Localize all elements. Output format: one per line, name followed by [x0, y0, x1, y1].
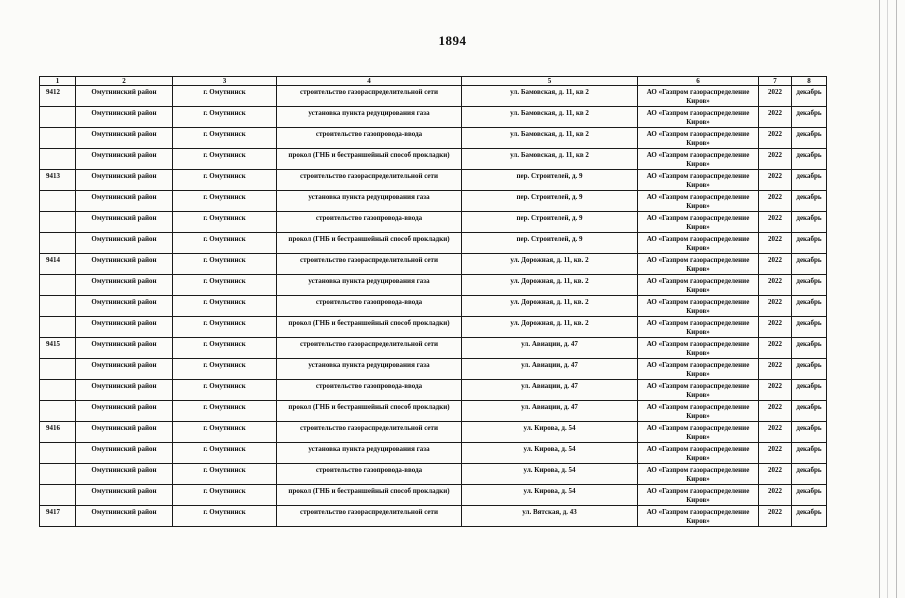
organization-cell: АО «Газпром газораспределение Киров»	[638, 359, 759, 380]
month-cell: декабрь	[792, 254, 827, 275]
address-cell: ул. Дорожная, д. 11, кв. 2	[462, 296, 638, 317]
address-cell: ул. Кирова, д. 54	[462, 443, 638, 464]
table-row	[40, 485, 827, 506]
city-cell: г. Омутнинск	[173, 191, 277, 212]
table-row	[40, 233, 827, 254]
month-cell: декабрь	[792, 275, 827, 296]
column-header: 2	[76, 77, 173, 86]
works-table	[39, 76, 827, 527]
district-cell: Омутнинский район	[76, 401, 173, 422]
table-row	[40, 170, 827, 191]
city-cell: г. Омутнинск	[173, 485, 277, 506]
row-number-cell	[40, 485, 76, 506]
district-cell: Омутнинский район	[76, 296, 173, 317]
year-cell: 2022	[759, 338, 792, 359]
table-row	[40, 191, 827, 212]
row-number-cell: 9414	[40, 254, 76, 275]
work-type-cell: строительство газораспределительной сети	[277, 170, 462, 191]
row-number-cell	[40, 107, 76, 128]
work-type-cell: строительство газопровода-ввода	[277, 128, 462, 149]
row-number-cell	[40, 212, 76, 233]
column-number-row	[40, 77, 827, 86]
city-cell: г. Омутнинск	[173, 422, 277, 443]
table-row	[40, 296, 827, 317]
district-cell: Омутнинский район	[76, 212, 173, 233]
district-cell: Омутнинский район	[76, 485, 173, 506]
year-cell: 2022	[759, 191, 792, 212]
organization-cell: АО «Газпром газораспределение Киров»	[638, 506, 759, 527]
district-cell: Омутнинский район	[76, 275, 173, 296]
organization-cell: АО «Газпром газораспределение Киров»	[638, 275, 759, 296]
district-cell: Омутнинский район	[76, 443, 173, 464]
table-row	[40, 86, 827, 107]
city-cell: г. Омутнинск	[173, 506, 277, 527]
year-cell: 2022	[759, 401, 792, 422]
year-cell: 2022	[759, 86, 792, 107]
district-cell: Омутнинский район	[76, 86, 173, 107]
organization-cell: АО «Газпром газораспределение Киров»	[638, 170, 759, 191]
district-cell: Омутнинский район	[76, 107, 173, 128]
city-cell: г. Омутнинск	[173, 254, 277, 275]
district-cell: Омутнинский район	[76, 359, 173, 380]
work-type-cell: строительство газопровода-ввода	[277, 296, 462, 317]
city-cell: г. Омутнинск	[173, 296, 277, 317]
month-cell: декабрь	[792, 86, 827, 107]
row-number-cell: 9416	[40, 422, 76, 443]
year-cell: 2022	[759, 359, 792, 380]
table-row	[40, 107, 827, 128]
table-row	[40, 254, 827, 275]
city-cell: г. Омутнинск	[173, 338, 277, 359]
organization-cell: АО «Газпром газораспределение Киров»	[638, 485, 759, 506]
city-cell: г. Омутнинск	[173, 233, 277, 254]
address-cell: ул. Бамовская, д. 11, кв 2	[462, 128, 638, 149]
table-row	[40, 317, 827, 338]
organization-cell: АО «Газпром газораспределение Киров»	[638, 317, 759, 338]
district-cell: Омутнинский район	[76, 506, 173, 527]
row-number-cell	[40, 191, 76, 212]
column-header: 7	[759, 77, 792, 86]
work-type-cell: строительство газопровода-ввода	[277, 380, 462, 401]
month-cell: декабрь	[792, 212, 827, 233]
row-number-cell	[40, 401, 76, 422]
year-cell: 2022	[759, 233, 792, 254]
city-cell: г. Омутнинск	[173, 464, 277, 485]
column-header: 3	[173, 77, 277, 86]
work-type-cell: строительство газораспределительной сети	[277, 338, 462, 359]
district-cell: Омутнинский район	[76, 191, 173, 212]
district-cell: Омутнинский район	[76, 149, 173, 170]
address-cell: ул. Бамовская, д. 11, кв 2	[462, 107, 638, 128]
row-number-cell	[40, 275, 76, 296]
work-type-cell: установка пункта редуцирования газа	[277, 107, 462, 128]
month-cell: декабрь	[792, 338, 827, 359]
year-cell: 2022	[759, 443, 792, 464]
district-cell: Омутнинский район	[76, 128, 173, 149]
work-type-cell: установка пункта редуцирования газа	[277, 443, 462, 464]
organization-cell: АО «Газпром газораспределение Киров»	[638, 149, 759, 170]
address-cell: ул. Вятская, д. 43	[462, 506, 638, 527]
organization-cell: АО «Газпром газораспределение Киров»	[638, 338, 759, 359]
row-number-cell	[40, 359, 76, 380]
organization-cell: АО «Газпром газораспределение Киров»	[638, 107, 759, 128]
city-cell: г. Омутнинск	[173, 380, 277, 401]
table-row	[40, 422, 827, 443]
address-cell: пер. Строителей, д. 9	[462, 170, 638, 191]
row-number-cell	[40, 443, 76, 464]
year-cell: 2022	[759, 296, 792, 317]
district-cell: Омутнинский район	[76, 380, 173, 401]
address-cell: ул. Авиации, д. 47	[462, 380, 638, 401]
year-cell: 2022	[759, 422, 792, 443]
organization-cell: АО «Газпром газораспределение Киров»	[638, 233, 759, 254]
city-cell: г. Омутнинск	[173, 107, 277, 128]
work-type-cell: прокол (ГНБ и бестраншейный способ прокладки)	[277, 485, 462, 506]
year-cell: 2022	[759, 254, 792, 275]
work-type-cell: прокол (ГНБ и бестраншейный способ прокладки)	[277, 149, 462, 170]
work-type-cell: установка пункта редуцирования газа	[277, 359, 462, 380]
month-cell: декабрь	[792, 170, 827, 191]
work-type-cell: строительство газопровода-ввода	[277, 464, 462, 485]
month-cell: декабрь	[792, 464, 827, 485]
address-cell: пер. Строителей, д. 9	[462, 191, 638, 212]
month-cell: декабрь	[792, 317, 827, 338]
organization-cell: АО «Газпром газораспределение Киров»	[638, 422, 759, 443]
year-cell: 2022	[759, 380, 792, 401]
city-cell: г. Омутнинск	[173, 86, 277, 107]
city-cell: г. Омутнинск	[173, 128, 277, 149]
district-cell: Омутнинский район	[76, 422, 173, 443]
row-number-cell	[40, 317, 76, 338]
table-row	[40, 338, 827, 359]
column-header: 4	[277, 77, 462, 86]
district-cell: Омутнинский район	[76, 170, 173, 191]
address-cell: ул. Дорожная, д. 11, кв. 2	[462, 317, 638, 338]
row-number-cell	[40, 128, 76, 149]
table-row	[40, 380, 827, 401]
work-type-cell: прокол (ГНБ и бестраншейный способ прокладки)	[277, 317, 462, 338]
month-cell: декабрь	[792, 401, 827, 422]
city-cell: г. Омутнинск	[173, 170, 277, 191]
district-cell: Омутнинский район	[76, 317, 173, 338]
table-body	[40, 86, 827, 527]
row-number-cell: 9412	[40, 86, 76, 107]
work-type-cell: прокол (ГНБ и бестраншейный способ прокладки)	[277, 233, 462, 254]
district-cell: Омутнинский район	[76, 338, 173, 359]
organization-cell: АО «Газпром газораспределение Киров»	[638, 401, 759, 422]
work-type-cell: установка пункта редуцирования газа	[277, 275, 462, 296]
year-cell: 2022	[759, 506, 792, 527]
row-number-cell: 9415	[40, 338, 76, 359]
month-cell: декабрь	[792, 359, 827, 380]
address-cell: ул. Кирова, д. 54	[462, 422, 638, 443]
month-cell: декабрь	[792, 107, 827, 128]
table-row	[40, 506, 827, 527]
row-number-cell	[40, 464, 76, 485]
work-type-cell: строительство газораспределительной сети	[277, 506, 462, 527]
row-number-cell: 9413	[40, 170, 76, 191]
work-type-cell: строительство газопровода-ввода	[277, 212, 462, 233]
work-type-cell: строительство газораспределительной сети	[277, 254, 462, 275]
year-cell: 2022	[759, 464, 792, 485]
scan-edge-artifact	[865, 0, 905, 598]
table-row	[40, 212, 827, 233]
month-cell: декабрь	[792, 485, 827, 506]
city-cell: г. Омутнинск	[173, 149, 277, 170]
table-row	[40, 401, 827, 422]
month-cell: декабрь	[792, 191, 827, 212]
address-cell: пер. Строителей, д. 9	[462, 233, 638, 254]
work-type-cell: строительство газораспределительной сети	[277, 86, 462, 107]
organization-cell: АО «Газпром газораспределение Киров»	[638, 86, 759, 107]
district-cell: Омутнинский район	[76, 233, 173, 254]
address-cell: ул. Авиации, д. 47	[462, 359, 638, 380]
city-cell: г. Омутнинск	[173, 359, 277, 380]
work-type-cell: прокол (ГНБ и бестраншейный способ прокладки)	[277, 401, 462, 422]
work-type-cell: установка пункта редуцирования газа	[277, 191, 462, 212]
organization-cell: АО «Газпром газораспределение Киров»	[638, 212, 759, 233]
table-row	[40, 359, 827, 380]
city-cell: г. Омутнинск	[173, 212, 277, 233]
address-cell: ул. Авиации, д. 47	[462, 401, 638, 422]
table-row	[40, 149, 827, 170]
month-cell: декабрь	[792, 380, 827, 401]
district-cell: Омутнинский район	[76, 464, 173, 485]
work-type-cell: строительство газораспределительной сети	[277, 422, 462, 443]
month-cell: декабрь	[792, 443, 827, 464]
year-cell: 2022	[759, 317, 792, 338]
row-number-cell	[40, 380, 76, 401]
city-cell: г. Омутнинск	[173, 443, 277, 464]
city-cell: г. Омутнинск	[173, 317, 277, 338]
address-cell: ул. Дорожная, д. 11, кв. 2	[462, 275, 638, 296]
table-row	[40, 443, 827, 464]
row-number-cell	[40, 296, 76, 317]
table-row	[40, 275, 827, 296]
month-cell: декабрь	[792, 506, 827, 527]
column-header: 6	[638, 77, 759, 86]
address-cell: ул. Бамовская, д. 11, кв 2	[462, 149, 638, 170]
column-header: 8	[792, 77, 827, 86]
address-cell: ул. Кирова, д. 54	[462, 485, 638, 506]
organization-cell: АО «Газпром газораспределение Киров»	[638, 464, 759, 485]
row-number-cell	[40, 233, 76, 254]
organization-cell: АО «Газпром газораспределение Киров»	[638, 254, 759, 275]
month-cell: декабрь	[792, 128, 827, 149]
row-number-cell: 9417	[40, 506, 76, 527]
row-number-cell	[40, 149, 76, 170]
year-cell: 2022	[759, 275, 792, 296]
address-cell: пер. Строителей, д. 9	[462, 212, 638, 233]
month-cell: декабрь	[792, 149, 827, 170]
table-row	[40, 464, 827, 485]
year-cell: 2022	[759, 485, 792, 506]
city-cell: г. Омутнинск	[173, 401, 277, 422]
year-cell: 2022	[759, 149, 792, 170]
month-cell: декабрь	[792, 422, 827, 443]
address-cell: ул. Бамовская, д. 11, кв 2	[462, 86, 638, 107]
column-header: 5	[462, 77, 638, 86]
page-number: 1894	[438, 33, 467, 48]
address-cell: ул. Кирова, д. 54	[462, 464, 638, 485]
column-header: 1	[40, 77, 76, 86]
district-cell: Омутнинский район	[76, 254, 173, 275]
year-cell: 2022	[759, 212, 792, 233]
month-cell: декабрь	[792, 233, 827, 254]
month-cell: декабрь	[792, 296, 827, 317]
year-cell: 2022	[759, 107, 792, 128]
address-cell: ул. Авиации, д. 47	[462, 338, 638, 359]
year-cell: 2022	[759, 128, 792, 149]
address-cell: ул. Дорожная, д. 11, кв. 2	[462, 254, 638, 275]
table-row	[40, 128, 827, 149]
organization-cell: АО «Газпром газораспределение Киров»	[638, 191, 759, 212]
city-cell: г. Омутнинск	[173, 275, 277, 296]
organization-cell: АО «Газпром газораспределение Киров»	[638, 296, 759, 317]
year-cell: 2022	[759, 170, 792, 191]
organization-cell: АО «Газпром газораспределение Киров»	[638, 128, 759, 149]
organization-cell: АО «Газпром газораспределение Киров»	[638, 443, 759, 464]
organization-cell: АО «Газпром газораспределение Киров»	[638, 380, 759, 401]
